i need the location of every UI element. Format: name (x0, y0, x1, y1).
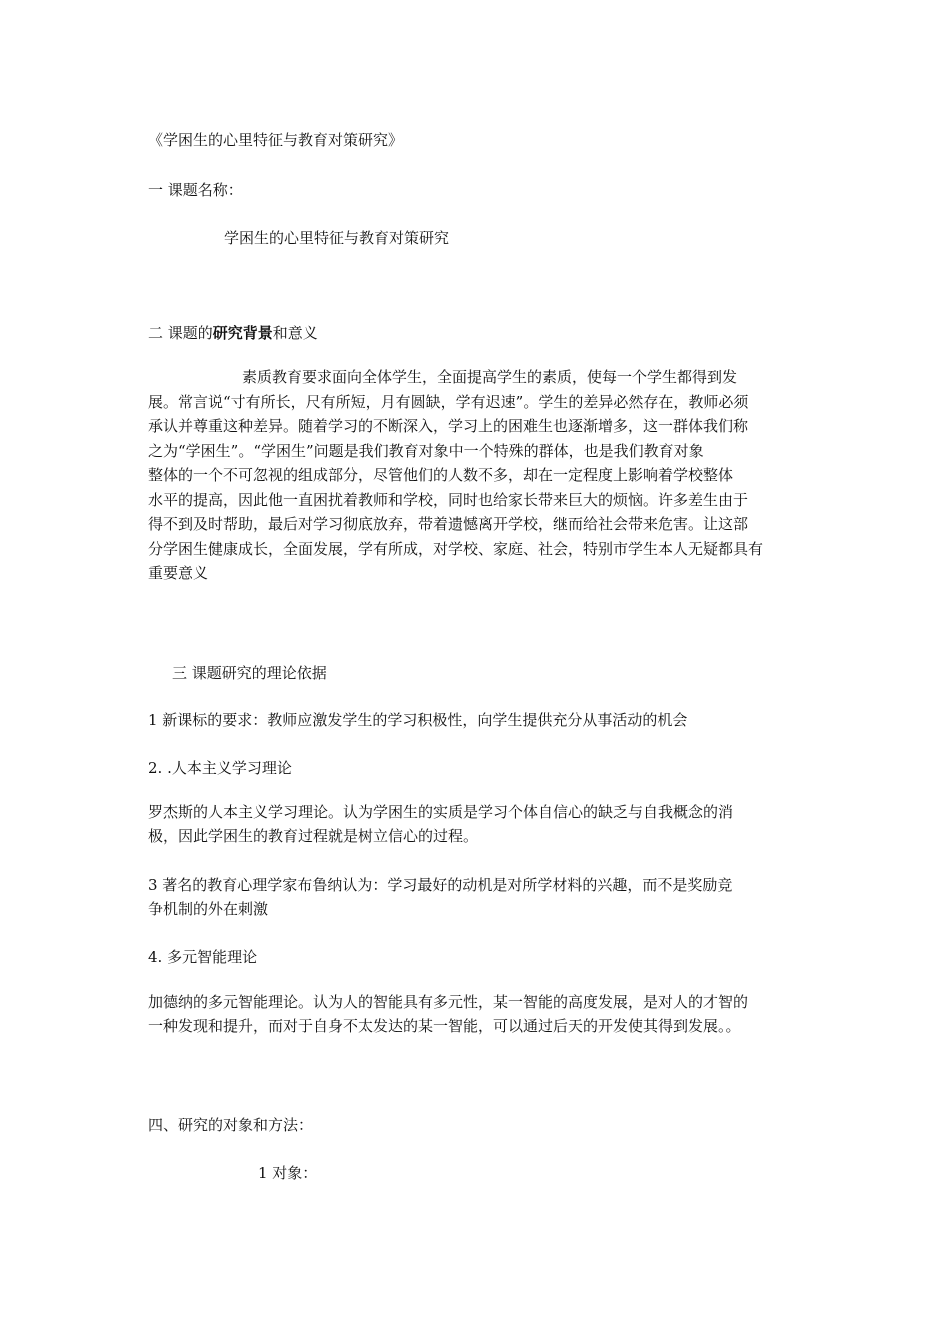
section-3-heading: 三 课题研究的理论依据 (172, 664, 327, 682)
section-4-heading: 四、研究的对象和方法： (148, 1116, 314, 1134)
section-2-heading (148, 321, 318, 345)
section-1-body: 学困生的心里特征与教育对策研究 (224, 229, 450, 247)
section-3-item-3 (148, 873, 810, 921)
section-3-item-4: 4. 多元智能理论 (148, 948, 258, 966)
para-line: 分学困生健康成长，全面发展，学有所成，对学校、家庭、社会，特别市学生本人无疑都具有 (148, 539, 764, 558)
section-3-item-2-paragraph (148, 800, 810, 848)
para-line: 整体的一个不可忽视的组成部分，尽管他们的人数不多，却在一定程度上影响着学校整体 (148, 466, 734, 484)
section-2-heading-pre: 二 课题的 (148, 324, 213, 342)
para-line: 罗杰斯的人本主义学习理论。认为学困生的实质是学习个体自信心的缺乏与自我概念的消 (148, 803, 734, 821)
section-3-item-2: 2. .人本主义学习理论 (148, 759, 292, 777)
para-line: 素质教育要求面向全体学生，全面提高学生的素质，使每一个学生都得到发 (242, 368, 738, 386)
para-line: 极，因此学困生的教育过程就是树立信心的过程。 (148, 827, 479, 845)
para-line: 展。常言说“寸有所长，尺有所短，月有圆缺，学有迟速”。学生的差异必然存在，教师必须 (148, 392, 749, 411)
para-line: 3 著名的教育心理学家布鲁纳认为：学习最好的动机是对所学材料的兴趣，而不是奖励竞 (148, 876, 733, 894)
section-2-paragraph (148, 365, 810, 586)
para-line: 水平的提高，因此他一直困扰着教师和学校，同时也给家长带来巨大的烦恼。许多差生由于 (148, 490, 749, 509)
para-line: 一种发现和提升，而对于自身不太发达的某一智能，可以通过后天的开发使其得到发展。。 (148, 1017, 741, 1035)
section-3-item-1: 1 新课标的要求：教师应激发学生的学习积极性，向学生提供充分从事活动的机会 (148, 711, 688, 729)
section-3-item-4-paragraph (148, 990, 810, 1038)
document-title: 《学困生的心里特征与教育对策研究》 (148, 131, 404, 149)
para-line: 得不到及时帮助，最后对学习彻底放弃，带着遗憾离开学校，继而给社会带来危害。让这部 (148, 515, 749, 533)
section-4-item-1: 1 对象： (258, 1164, 318, 1182)
para-line: 承认并尊重这种差异。随着学习的不断深入，学习上的困难生也逐渐增多，这一群体我们称 (148, 417, 749, 435)
para-line: 重要意义 (148, 564, 209, 582)
para-line: 之为“学困生”。“学困生”问题是我们教育对象中一个特殊的群体，也是我们教育对象 (148, 441, 704, 460)
section-1-heading: 一 课题名称： (148, 181, 243, 199)
section-2-heading-bold: 研究背景 (212, 324, 273, 342)
section-2-heading-post: 和意义 (272, 324, 318, 342)
para-line: 争机制的外在刺激 (148, 900, 269, 918)
para-line: 加德纳的多元智能理论。认为人的智能具有多元性，某一智能的高度发展，是对人的才智的 (148, 993, 749, 1011)
